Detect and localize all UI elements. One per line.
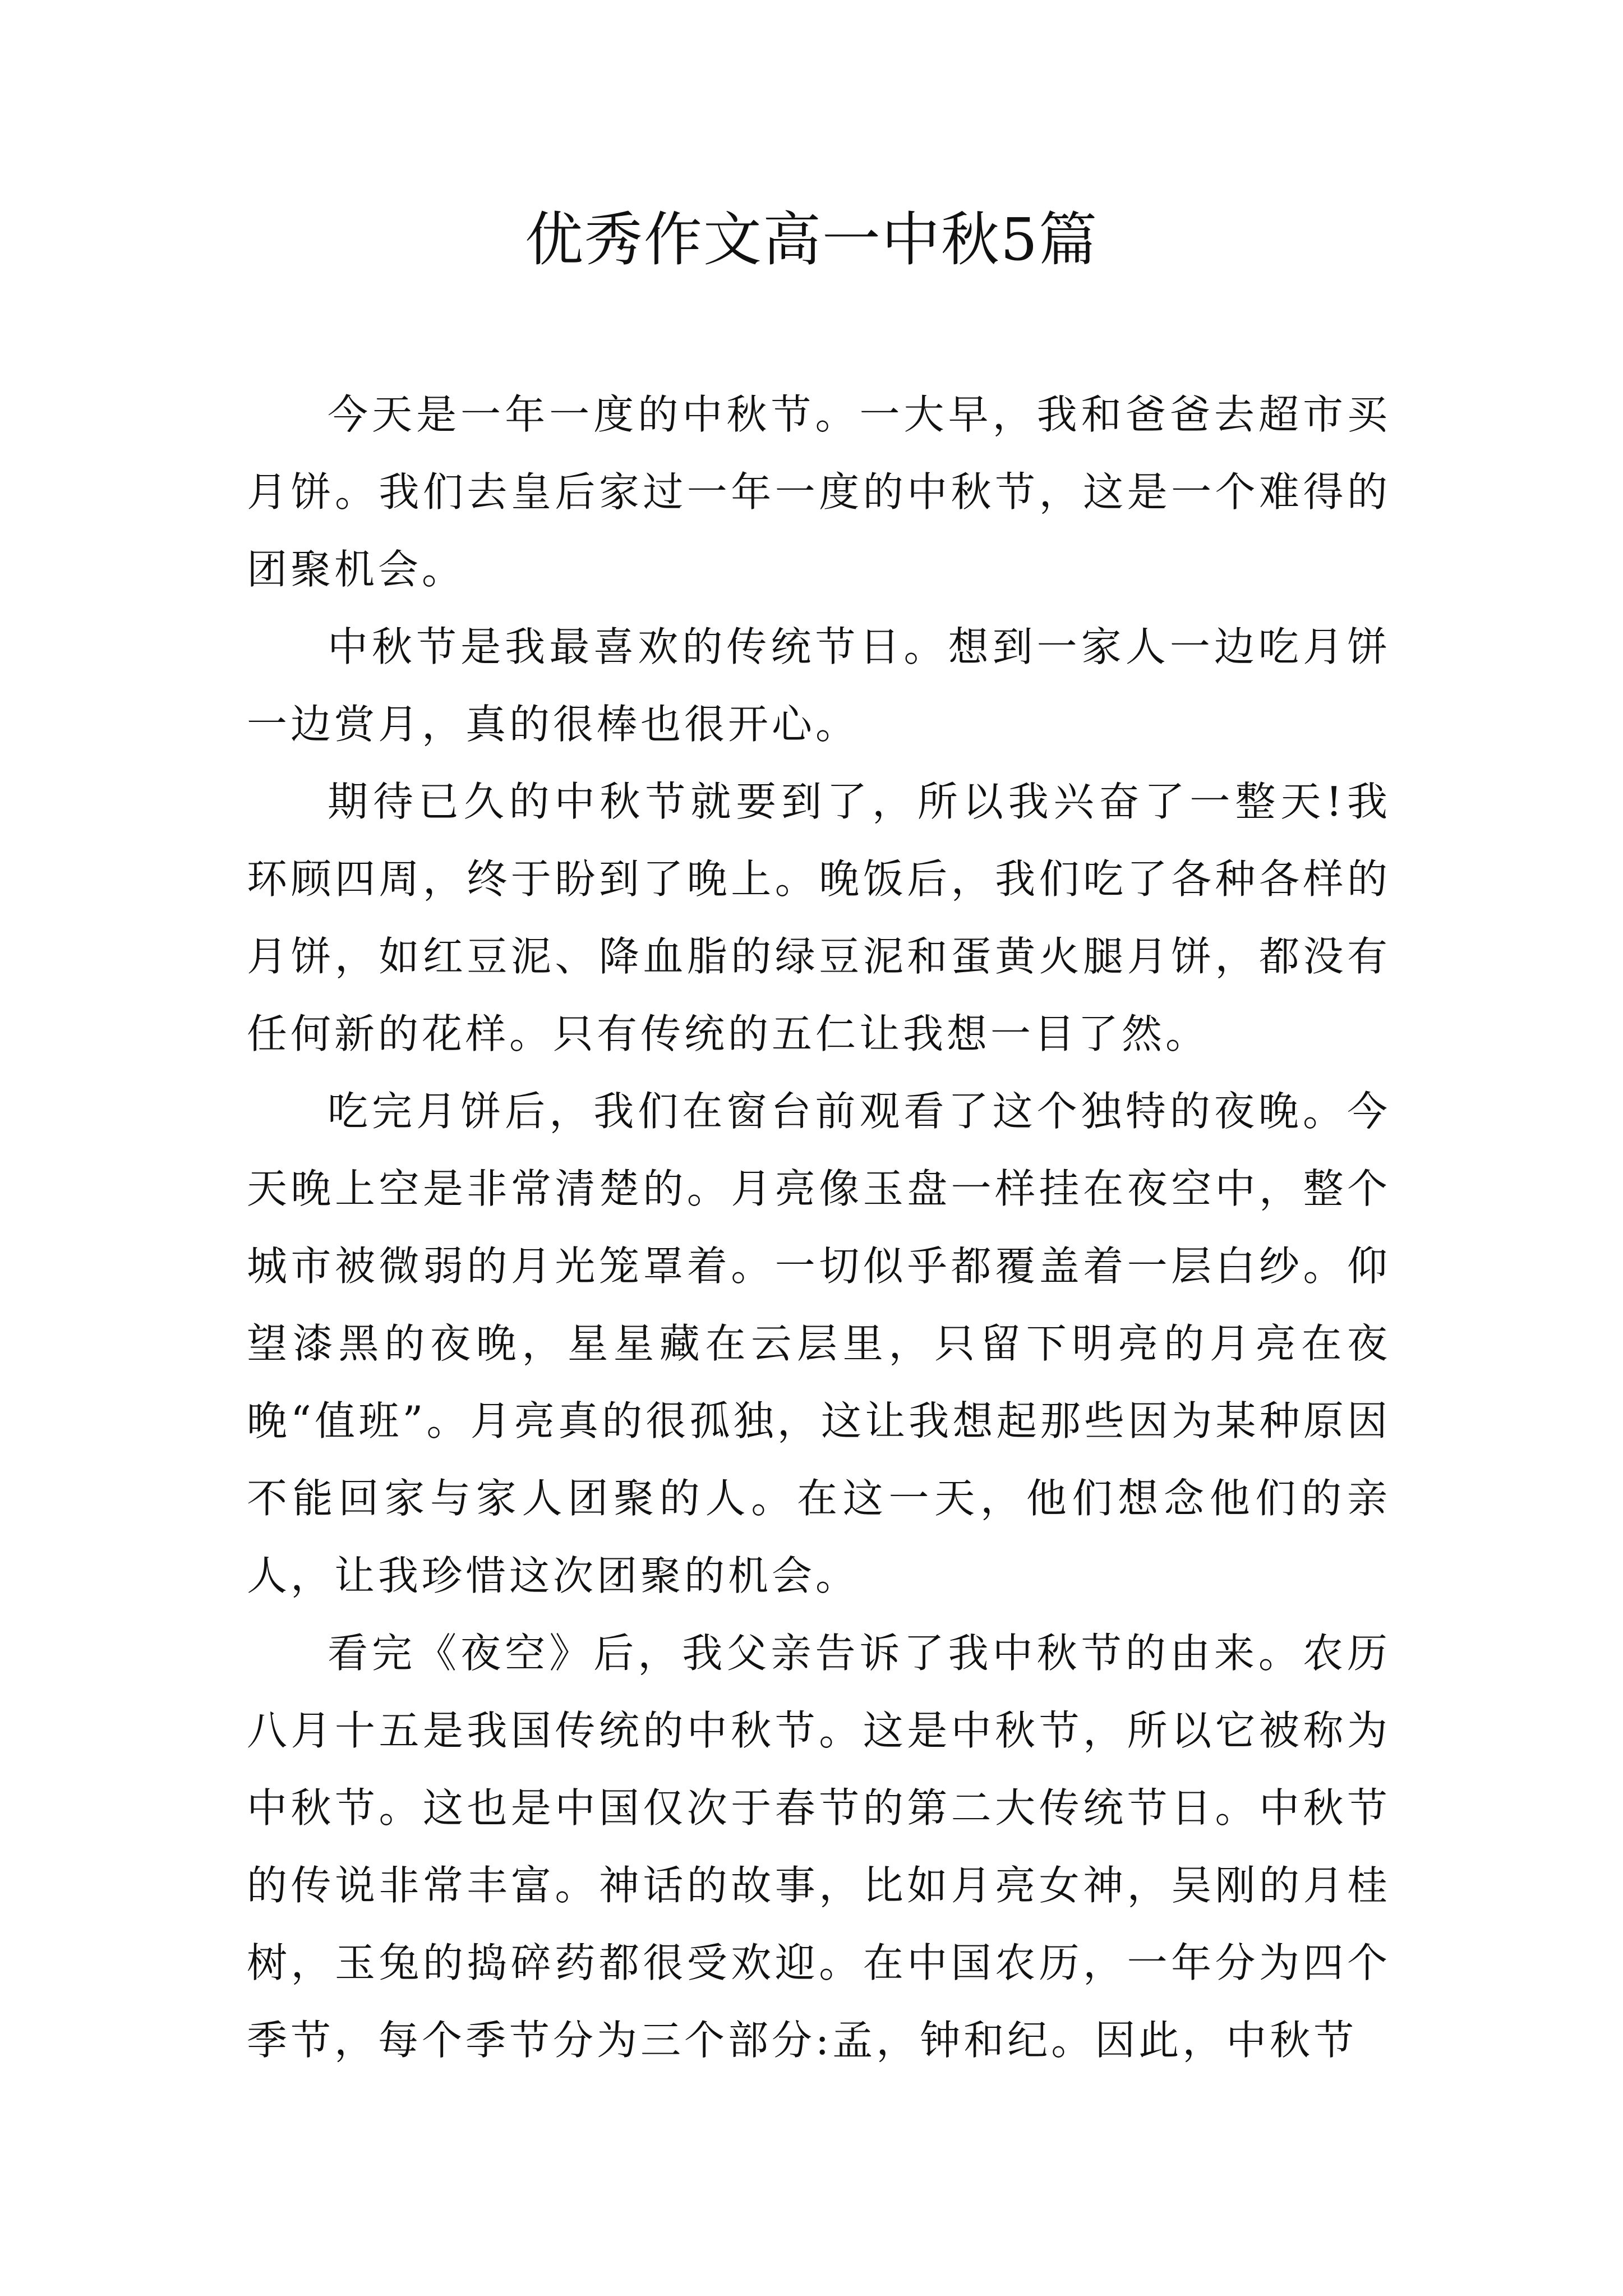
document-body: [247, 376, 1391, 2079]
paragraph: 期待已久的中秋节就要到了，所以我兴奋了一整天!我环顾四周，终于盼到了晚上。晚饭后，我们吃了各种各样的月饼，如红豆泥、降血脂的绿豆泥和蛋黄火腿月饼，都没有任何新的花样。只有传统的五仁让我想一目了然。: [247, 778, 1391, 1057]
document-title: 优秀作文高一中秋5篇: [524, 205, 1099, 274]
paragraph: 看完《夜空》后，我父亲告诉了我中秋节的由来。农历八月十五是我国传统的中秋节。这是中秋节，所以它被称为中秋节。这也是中国仅次于春节的第二大传统节日。中秋节的传说非常丰富。神话的故事，比如月亮女神，吴刚的月桂树，玉兔的捣碎药都很受欢迎。在中国农历，一年分为四个季节，每个季节分为三个部分:孟，钟和纪。因此，中秋节: [247, 1630, 1391, 2064]
paragraph: 中秋节是我最喜欢的传统节日。想到一家人一边吃月饼一边赏月，真的很棒也很开心。: [247, 623, 1391, 748]
paragraph: 今天是一年一度的中秋节。一大早，我和爸爸去超市买月饼。我们去皇后家过一年一度的中秋节，这是一个难得的团聚机会。: [247, 391, 1391, 593]
paragraph: 吃完月饼后，我们在窗台前观看了这个独特的夜晚。今天晚上空是非常清楚的。月亮像玉盘一样挂在夜空中，整个城市被微弱的月光笼罩着。一切似乎都覆盖着一层白纱。仰望漆黑的夜晚，星星藏在云层里，只留下明亮的月亮在夜晚“值班”。月亮真的很孤独，这让我想起那些因为某种原因不能回家与家人团聚的人。在这一天，他们想念他们的亲人，让我珍惜这次团聚的机会。: [247, 1088, 1391, 1599]
